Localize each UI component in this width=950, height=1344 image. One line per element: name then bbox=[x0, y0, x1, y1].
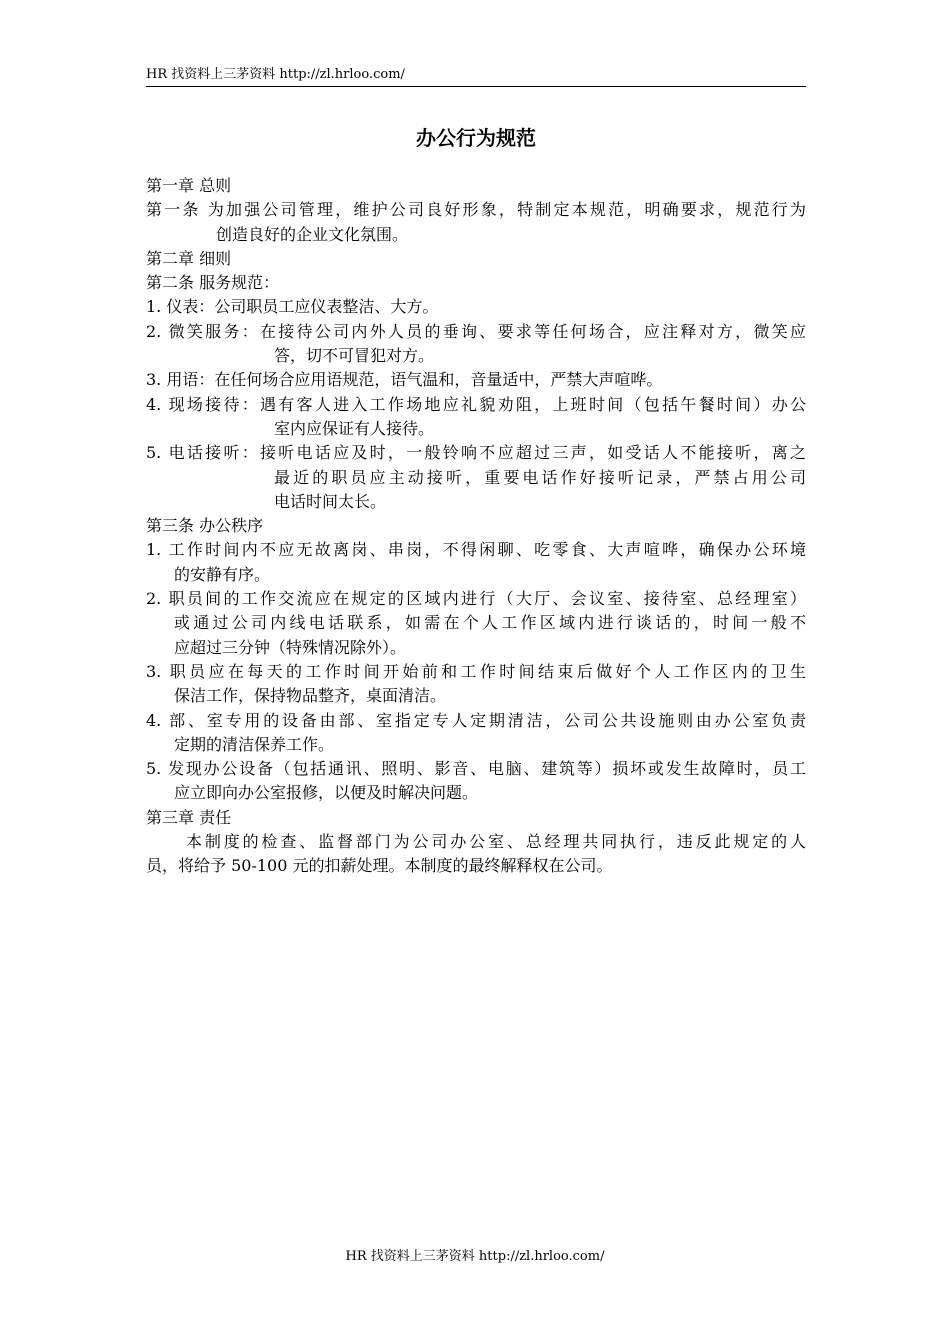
list-item: 定期的清洁保养工作。 bbox=[174, 734, 335, 754]
list-item: 2. 微笑服务：在接待公司内外人员的垂询、要求等任何场合，应注释对方，微笑应 bbox=[146, 321, 806, 341]
header-text: HR 找资料上三茅资料 http://zl.hrloo.com/ bbox=[146, 67, 405, 82]
list-item: 1. 仪表：公司职员工应仪表整洁、大方。 bbox=[146, 297, 439, 317]
paragraph-line: 员，将给予 50-100 元的扣薪处理。本制度的最终解释权在公司。 bbox=[146, 856, 613, 876]
list-item: 1. 工作时间内不应无故离岗、串岗，不得闲聊、吃零食、大声喧哗，确保办公环境 bbox=[146, 540, 806, 560]
page-header bbox=[146, 66, 806, 87]
list-item: 4. 部、室专用的设备由部、室指定专人定期清洁，公司公共设施则由办公室负责 bbox=[146, 710, 806, 730]
list-item: 最近的职员应主动接听，重要电话作好接听记录，严禁占用公司 bbox=[274, 467, 806, 487]
document-body bbox=[146, 174, 806, 879]
list-item: 应超过三分钟（特殊情况除外）。 bbox=[174, 637, 407, 657]
list-item: 2. 职员间的工作交流应在规定的区域内进行（大厅、会议室、接待室、总经理室） bbox=[146, 589, 806, 609]
chapter-heading: 第三章 责任 bbox=[146, 807, 232, 827]
list-item: 3. 职员应在每天的工作时间开始前和工作时间结束后做好个人工作区内的卫生 bbox=[146, 661, 806, 681]
list-item: 应立即向办公室报修，以便及时解决问题。 bbox=[174, 783, 479, 803]
list-item: 3. 用语：在任何场合应用语规范，语气温和，音量适中，严禁大声喧哗。 bbox=[146, 370, 663, 390]
list-item: 4. 现场接待：遇有客人进入工作场地应礼貌劝阻，上班时间（包括午餐时间）办公 bbox=[146, 394, 806, 414]
list-item: 保洁工作，保持物品整齐，桌面清洁。 bbox=[174, 686, 447, 706]
page-footer bbox=[0, 1248, 950, 1266]
footer-text: HR 找资料上三茅资料 http://zl.hrloo.com/ bbox=[345, 1249, 605, 1264]
chapter-heading: 第一章 总则 bbox=[146, 176, 232, 195]
list-item: 的安静有序。 bbox=[174, 564, 271, 584]
article-heading: 第三条 办公秩序 bbox=[146, 516, 264, 536]
document-title: 办公行为规范 bbox=[416, 126, 536, 150]
list-item: 室内应保证有人接待。 bbox=[274, 418, 435, 438]
list-item: 或通过公司内线电话联系，如需在个人工作区域内进行谈话的，时间一般不 bbox=[174, 613, 806, 633]
article-line: 创造良好的企业文化氛围。 bbox=[216, 224, 409, 244]
chapter-heading: 第二章 细则 bbox=[146, 248, 232, 268]
list-item: 5. 电话接听：接听电话应及时，一般铃响不应超过三声，如受话人不能接听，离之 bbox=[146, 443, 806, 463]
paragraph-line: 本制度的检查、监督部门为公司办公室、总经理共同执行，违反此规定的人 bbox=[186, 832, 806, 852]
list-item: 电话时间太长。 bbox=[274, 491, 387, 511]
article-heading: 第二条 服务规范： bbox=[146, 273, 280, 293]
list-item: 答，切不可冒犯对方。 bbox=[274, 346, 435, 366]
list-item: 5. 发现办公设备（包括通讯、照明、影音、电脑、建筑等）损坏或发生故障时，员工 bbox=[146, 759, 806, 779]
article-line: 第一条 为加强公司管理，维护公司良好形象，特制定本规范，明确要求，规范行为 bbox=[146, 200, 806, 220]
